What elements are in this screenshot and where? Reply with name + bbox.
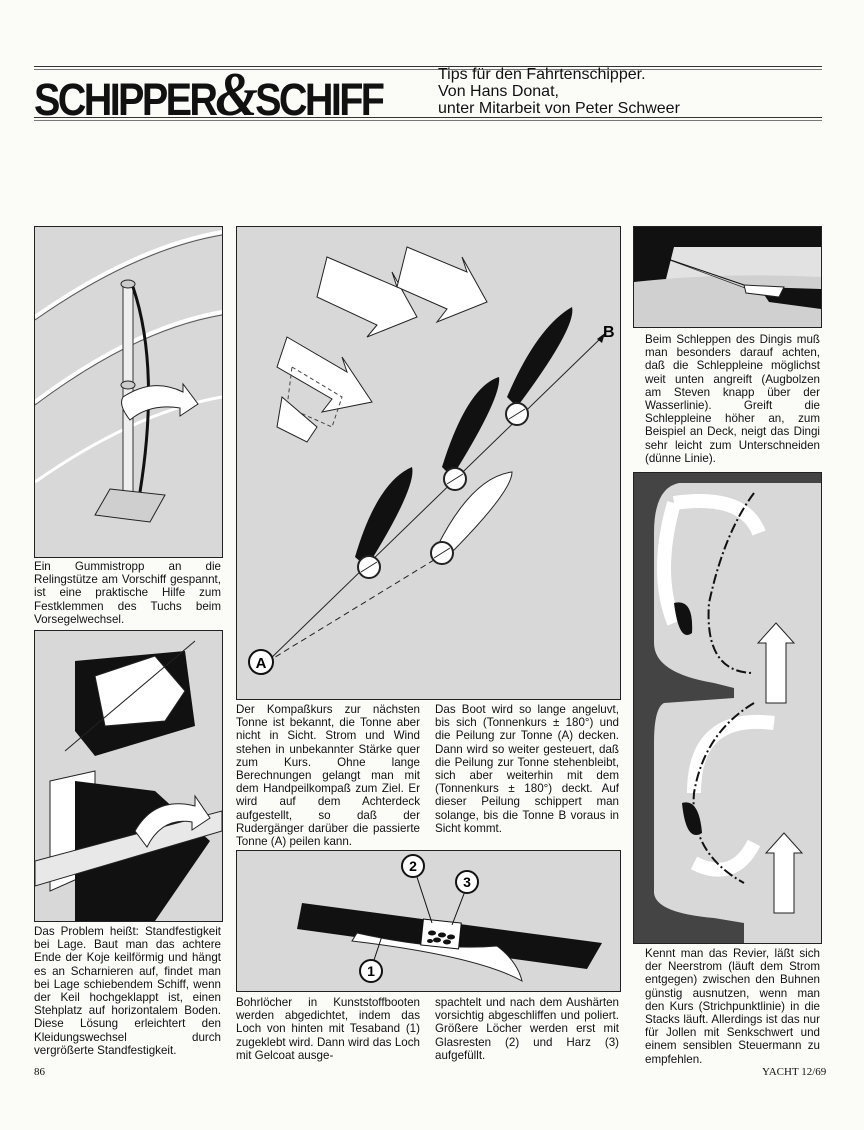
figure-bohrloecher <box>236 850 621 992</box>
subtitle-line-3: unter Mitarbeit von Peter Schweer <box>438 100 680 117</box>
label-a: A <box>255 655 267 672</box>
header-rule-top <box>34 66 822 67</box>
label-b: B <box>603 324 615 341</box>
revier-illustration <box>634 473 821 943</box>
figure-kompass <box>236 226 621 700</box>
caption-dingi: Beim Schleppen des Dingis muß man besonders darauf achten, daß die Schleppleine möglichst weit unten angreift (Augbolzen am Steven knapp über der Wasserlinie). Greift die Schleppleine höher an, zum Beispiel an Deck, neigt das Dingi sehr leicht zum Unterschneiden (dünne Linie). <box>645 333 820 465</box>
subtitle-line-1: Tips für den Fahrtenschipper. <box>438 66 646 83</box>
bohrloecher-illustration <box>237 851 620 991</box>
label-2: 2 <box>409 858 417 874</box>
dingi-illustration <box>634 227 821 327</box>
gummistropp-illustration <box>35 227 222 557</box>
caption-gummistropp: Ein Gummistropp an die Relingstütze am Vorschiff gespannt, ist eine praktische Hilfe zum Festklemmen des Tuchs beim Vorsegelwechsel. <box>34 560 221 626</box>
caption-bohr-right: spachtelt und nach dem Aushärten vorsichtig abgeschliffen und poliert. Größere Löcher werden erst mit Glasresten (2) und Harz (3) aufgefüllt. <box>435 996 619 1062</box>
caption-bohr-left: Bohrlöcher in Kunststoffbooten werden abgedichtet, indem das Loch von hinten mit Tesaband (1) zugeklebt wird. Dann wird das Loch mit Gelcoat ausge- <box>236 996 420 1062</box>
kompass-illustration <box>237 227 620 699</box>
label-1: 1 <box>367 963 375 979</box>
page-number: 86 <box>34 1066 45 1078</box>
figure-dingi <box>633 226 822 328</box>
label-3: 3 <box>463 874 471 890</box>
logo-word-schiff: SCHIFF <box>255 74 383 125</box>
subtitle-line-2: Von Hans Donat, <box>438 83 559 100</box>
caption-kompass-right: Das Boot wird so lange angeluvt, bis sich (Tonnenkurs ± 180°) und die Peilung zur Tonne (A) decken. Dann wird so weiter gesteuert, daß die Peilung zur Tonne stehenbleibt, sich aber weiterhin mit dem (Tonnenkurs ± 180°) deckt. Auf dieser Peilung schippert man solange, bis die Tonne B voraus in Sicht kommt. <box>435 703 619 835</box>
caption-koje: Das Problem heißt: Standfestigkeit bei Lage. Baut man das achtere Ende der Koje keilförmig und hängt es an Scharnieren auf, findet man bei Lage schiebendem Schiff, wenn der Keil hochgeklappt ist, einen Stehplatz auf horizontalem Boden. Diese Lösung erleichtert den Kleidungswechsel durch vergrößerte Standfestigkeit. <box>34 925 221 1057</box>
koje-illustration <box>35 631 222 921</box>
figure-revier <box>633 472 822 944</box>
logo-ampersand: & <box>215 61 256 129</box>
logo-word-schipper: SCHIPPER <box>34 74 216 125</box>
magazine-logo <box>34 61 383 129</box>
figure-gummistropp <box>34 226 223 558</box>
figure-koje <box>34 630 223 922</box>
caption-revier: Kennt man das Revier, läßt sich der Neerstrom (läuft dem Strom entgegen) zwischen den Buhnen günstig ausnutzen, wenn man den Kurs (Strichpunktlinie) in die Stacks läuft. Allerdings ist das nur für Jollen mit Senkschwert und einem sensiblen Steuermann zu empfehlen. <box>645 947 820 1066</box>
caption-kompass-left: Der Kompaßkurs zur nächsten Tonne ist bekannt, die Tonne aber nicht in Sicht. Strom und Wind stehen in unbekannter Stärke quer zum Kurs. Ohne lange Berechnungen gelangt man mit dem Handpeilkompaß zum Ziel. Er wird auf dem Achterdeck aufgestellt, so daß der Rudergänger darüber die passierte Tonne (A) peilen kann. <box>236 703 420 849</box>
issue-label: YACHT 12/69 <box>762 1066 827 1078</box>
article-subtitle <box>438 66 680 117</box>
